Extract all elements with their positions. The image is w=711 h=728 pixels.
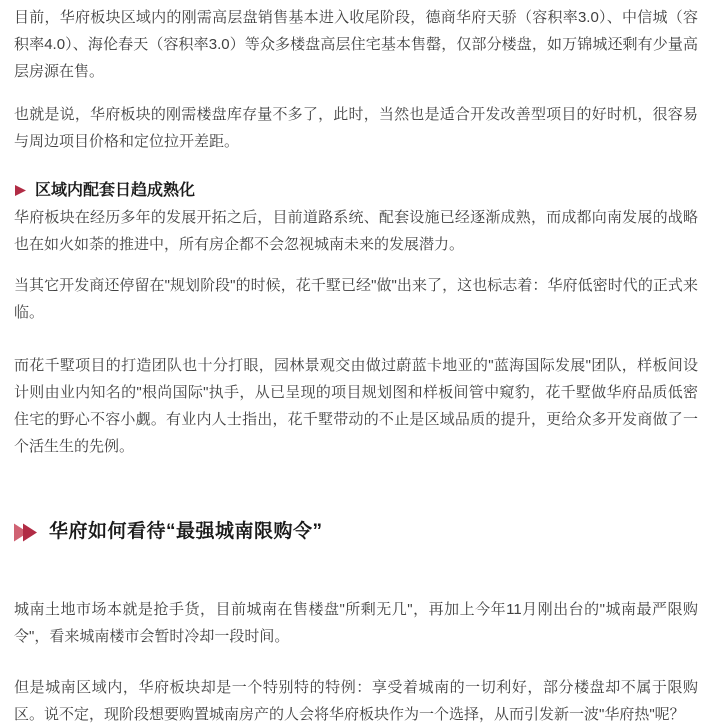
paragraph-inventory-status: 目前，华府板块区域内的刚需高层盘销售基本进入收尾阶段，德商华府天骄（容积率3.0）、中信城（容积率4.0）、海伦春天（容积率3.0）等众多楼盘高层住宅基本售罄，仅部分楼盘，如万锦城还剩有少量高层房源在售。 (14, 9, 698, 80)
double-triangle-arrow-icon (14, 523, 41, 542)
section-heading-label: 区域内配套日趋成熟化 (35, 182, 196, 199)
section-heading-amenities (14, 177, 698, 204)
main-heading-label: 华府如何看待“最强城南限购令” (49, 521, 323, 542)
paragraph-huafu-exception: 但是城南区域内，华府板块却是一个特别特的特例：享受着城南的一切利好，部分楼盘却不属于限购区。说不定，现阶段想要购置城南房产的人会将华府板块作为一个选择，从而引发新一波"华府热"呢？ (14, 679, 698, 723)
paragraph-project-team: 而花千墅项目的打造团队也十分打眼，园林景观交由做过蔚蓝卡地亚的"蓝海国际发展"团队，样板间设计则由业内知名的"根尚国际"执手，从已呈现的项目规划图和样板间管中窥豹，花千墅做华府品质低密住宅的野心不容小觑。有业内人士指出，花千墅带动的不止是区域品质的提升，更给众多开发商做了一个活生生的先例。 (14, 357, 698, 455)
paragraph-policy-cooldown: 城南土地市场本就是抢手货，目前城南在售楼盘"所剩无几"，再加上今年11月刚出台的"城南最严限购令"，看来城南楼市会暂时冷却一段时间。 (14, 601, 698, 645)
paragraph-market-timing: 也就是说，华府板块的刚需楼盘库存量不多了，此时，当然也是适合开发改善型项目的好时机，很容易与周边项目价格和定位拉开差距。 (14, 106, 698, 150)
section-heading-purchase-limit (14, 518, 698, 546)
paragraph-area-development: 华府板块在经历多年的发展开拓之后，目前道路系统、配套设施已经逐渐成熟，而成都向南发展的战略也在如火如荼的推进中，所有房企都不会忽视城南未来的发展潜力。 (14, 209, 698, 253)
triangle-arrow-icon (14, 184, 27, 197)
paragraph-low-density-era: 当其它开发商还停留在"规划阶段"的时候，花千墅已经"做"出来了，这也标志着：华府低密时代的正式来临。 (14, 277, 698, 321)
